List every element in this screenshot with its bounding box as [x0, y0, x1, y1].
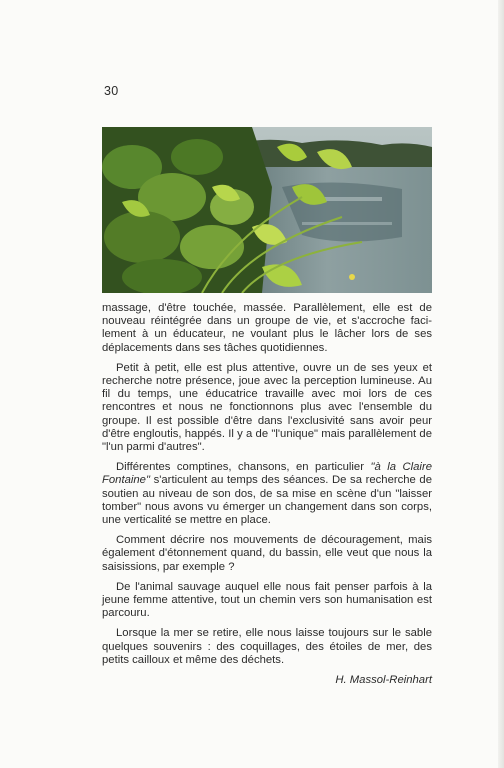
page-number: 30: [104, 84, 119, 98]
paragraph-3-before: Différentes comptines, chansons, en particulier: [116, 461, 371, 474]
paragraph-2: Petit à petit, elle est plus attentive, ouvre un de ses yeux et recherche notre présence, joue avec la perception lumineuse. Au fil du temps, une éducatrice travaille avec moi lors de ces rencontres et nous ne fonctionnons plus avec l'ensemble du groupe. Il est possible d'être dans l'exclusivité sans avoir peur d'être englouti̇s, happés. Il y a de "l'unique" mais parallèlement de "l'un parmi d'autres".: [102, 361, 432, 454]
paragraph-4: Comment décrire nos mouvements de découragement, mais également d'étonnement quand, du bassin, elle veut que nous la saisissions, par exemple ?: [102, 534, 432, 573]
photograph-leaves-water: [102, 127, 432, 293]
song-title: "à la Claire Fontaine": [102, 461, 432, 487]
body-text: [102, 302, 432, 694]
paragraph-5: De l'animal sauvage auquel elle nous fait penser parfois à la jeune femme attentive, tout un chemin vers son humanisation est parcouru.: [102, 580, 432, 620]
page-edge: [498, 0, 504, 768]
paragraph-3: [102, 461, 432, 527]
paragraph-1: massage, d'être touchée, massée. Parallèlement, elle est de nouveau réintégrée dans un groupe de vie, et s'accroche faci-lement à un éducateur, ne voulant plus le lâcher lors de ses déplacements dans ses tâches quotidiennes.: [102, 302, 432, 354]
paragraph-6: Lorsque la mer se retire, elle nous laisse toujours sur le sable quelques souvenirs : des coquillages, des étoiles de mer, des petits cailloux et même des déchets.: [102, 627, 432, 666]
paragraph-3-after: s'articulent au temps des séances. De sa recherche de soutien au niveau de son dos, de sa mise en scène d'un "laisser tomber" nous avons vu émerger un changement dans son corps, une verticalité se mettre en place.: [102, 474, 432, 527]
author-signature: H. Massol-Reinhart: [335, 674, 432, 687]
photo-illustration: [102, 127, 432, 293]
